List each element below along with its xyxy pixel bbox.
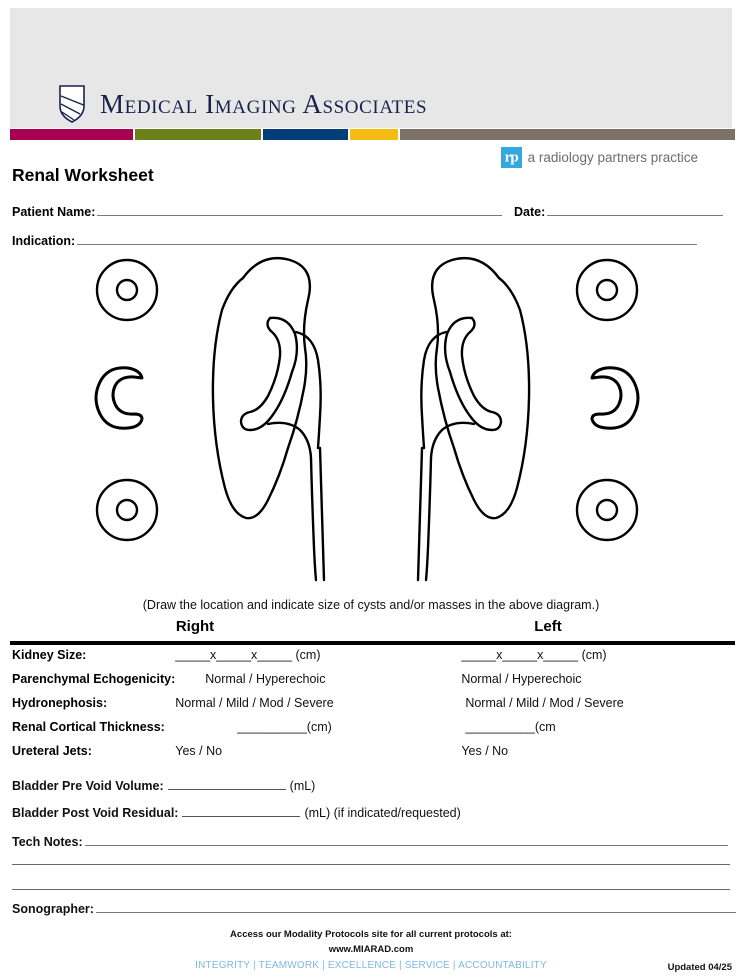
measurements-table [12,648,732,768]
indication-label: Indication: [12,234,76,248]
row-label-parenchymal-echogenicity: Parenchymal Echogenicity: [12,672,176,686]
row-label-kidney-size: Kidney Size: [12,648,87,662]
footer-website-link[interactable]: www.MIARAD.com [328,944,414,955]
table-row [12,696,732,720]
kidney-outline-left [418,258,529,580]
bladder-pre-void-label: Bladder Pre Void Volume: [12,779,164,793]
table-row [12,720,732,744]
date-label: Date: [514,205,546,219]
patient-name-field-row [12,203,502,219]
table-row [12,672,732,696]
header-band [10,8,732,128]
renal-cortical-thickness-left-value[interactable]: __________(cm [465,720,556,734]
bladder-post-void-input[interactable] [182,804,300,817]
date-input[interactable] [547,203,723,216]
table-row [12,744,732,768]
sonographer-row [12,900,736,916]
colorbar-seg-gold [350,129,398,140]
tech-notes-line-3[interactable] [12,889,730,890]
hydronephosis-right-value[interactable]: Normal / Mild / Mod / Severe [175,696,334,710]
sonographer-label: Sonographer: [12,902,94,916]
kidney-outline-right [213,258,324,580]
bladder-post-void-label: Bladder Post Void Residual: [12,806,179,820]
ureteral-jets-left-value[interactable]: Yes / No [461,744,509,758]
rp-caption: a radiology partners practice [527,150,698,165]
table-top-rule [10,641,735,645]
ureteral-jets-right-value[interactable]: Yes / No [175,744,223,758]
bladder-pre-void-unit: (mL) [289,779,316,793]
tech-notes-row [12,833,728,849]
table-row [12,648,732,672]
kidney-diagram[interactable] [0,248,742,593]
donut-icon-right-bottom [577,480,637,540]
patient-name-input[interactable] [97,203,502,216]
brand-color-bar [10,129,735,140]
c-shape-icon-right [592,368,638,428]
tech-notes-label: Tech Notes: [12,835,83,849]
indication-input[interactable] [77,232,697,245]
column-header-left: Left [534,618,562,635]
kidney-size-left-value[interactable]: _____x_____x_____ (cm) [461,648,607,662]
donut-icon-left-top [97,260,157,320]
page-title: Renal Worksheet [12,165,154,185]
footer-core-values: INTEGRITY | TEAMWORK | EXCELLENCE | SERVICE | ACCOUNTABILITY [195,960,547,971]
row-label-renal-cortical-thickness: Renal Cortical Thickness: [12,720,165,734]
bladder-pre-void-input[interactable] [168,777,286,790]
donut-icon-right-top [577,260,637,320]
colorbar-seg-taupe [400,129,735,140]
tech-notes-line-2[interactable] [12,864,730,865]
bladder-post-void-unit: (mL) (if indicated/requested) [304,806,461,820]
date-field-row [514,203,723,219]
renal-cortical-thickness-right-value[interactable]: __________(cm) [237,720,332,734]
row-label-hydronephosis: Hydronephosis: [12,696,108,710]
rp-logo-label: rp [504,149,518,165]
footer-updated-date: Updated 04/25 [667,962,732,973]
indication-field-row [12,232,697,248]
colorbar-seg-navy [263,129,348,140]
footer [0,929,742,971]
footer-protocols-text: Access our Modality Protocols site for all current protocols at: [230,929,512,940]
bladder-pre-void-row [12,777,315,793]
radiology-partners-lockup [501,147,698,168]
colorbar-seg-magenta [10,129,133,140]
tech-notes-input[interactable] [85,833,728,846]
column-header-right: Right [175,618,215,635]
rp-logo-icon [501,147,522,168]
brand-title: Medical Imaging Associates [100,88,428,119]
diagram-caption: (Draw the location and indicate size of cysts and/or masses in the above diagram.) [142,598,600,612]
sonographer-input[interactable] [96,900,736,913]
hydronephosis-left-value[interactable]: Normal / Mild / Mod / Severe [465,696,624,710]
brand-logo [58,84,427,124]
colorbar-seg-olive [135,129,261,140]
shield-icon [58,84,86,124]
patient-name-label: Patient Name: [12,205,96,219]
parenchymal-echogenicity-left-value[interactable]: Normal / Hyperechoic [461,672,582,686]
donut-icon-left-bottom [97,480,157,540]
c-shape-icon-left [96,368,142,428]
parenchymal-echogenicity-right-value[interactable]: Normal / Hyperechoic [205,672,326,686]
kidney-size-right-value[interactable]: _____x_____x_____ (cm) [175,648,321,662]
row-label-ureteral-jets: Ureteral Jets: [12,744,92,758]
bladder-post-void-row [12,804,461,820]
